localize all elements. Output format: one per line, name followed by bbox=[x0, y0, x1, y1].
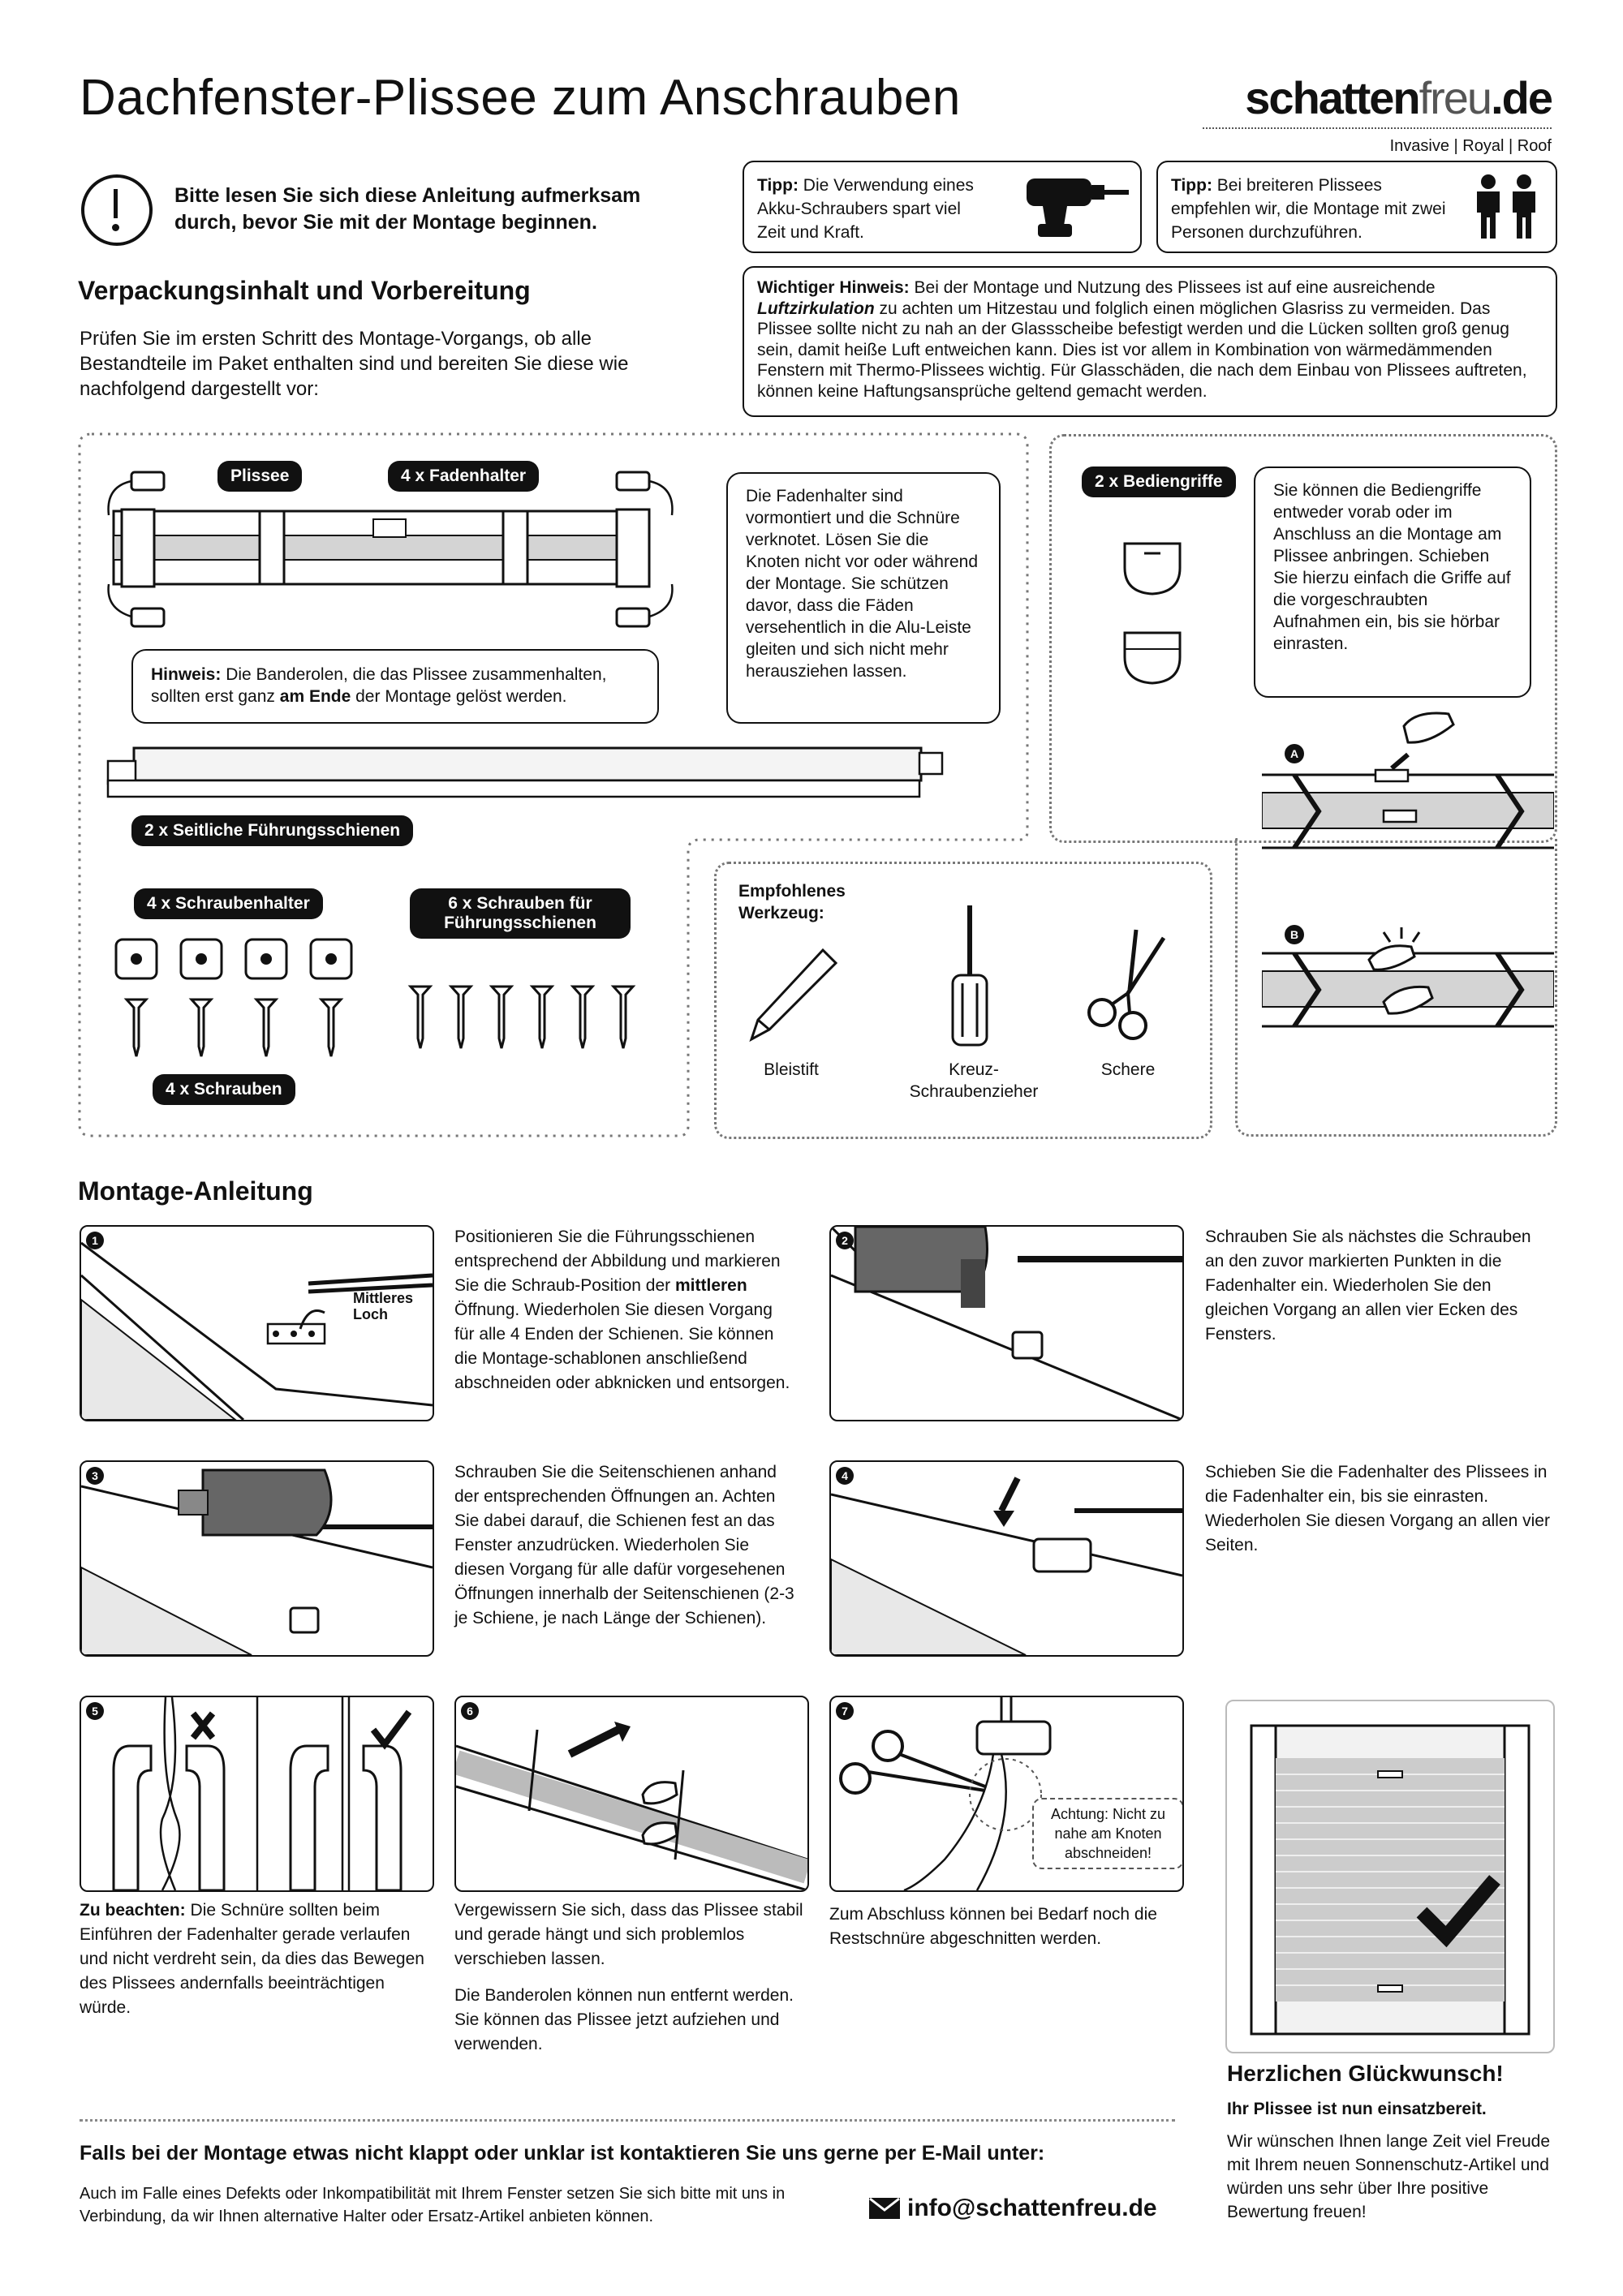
congrats-title: Herzlichen Glückwunsch! bbox=[1227, 2061, 1504, 2086]
footer-text: Auch im Falle eines Defekts oder Inkompatibilität mit Ihrem Fenster setzen Sie sich bitte mit uns in Verbindung, da wir Ihnen alternative Halter oder Ersatz-Artikel anbieten können. bbox=[80, 2185, 786, 2225]
step-7-number: 7 bbox=[836, 1702, 854, 1720]
step-5-image bbox=[80, 1696, 434, 1892]
brand-wordmark: schattenfreu.de bbox=[1245, 72, 1552, 123]
step-4-number: 4 bbox=[836, 1467, 854, 1485]
step-1-label: Mittleres Loch bbox=[353, 1290, 414, 1322]
step-1-image bbox=[80, 1225, 434, 1421]
step-5-text: Zu beachten: Die Schnüre sollten beim Einführen der Fadenhalter gerade verlaufen und nicht verdreht sein, da dies das Bewegen des Plissees andernfalls beeinträchtigen würde. bbox=[80, 1901, 424, 2017]
bediengriffe-illustration bbox=[1120, 535, 1185, 698]
marker-b: B bbox=[1285, 925, 1304, 944]
scissors-icon bbox=[1079, 925, 1177, 1047]
mail-icon bbox=[868, 2197, 901, 2220]
banderole-note: Hinweis: Die Banderolen, die das Plissee zusammenhalten, sollten erst ganz am Ende der Montage gelöst werden. bbox=[131, 649, 659, 724]
step-1-number: 1 bbox=[86, 1232, 104, 1249]
step-1-text: Positionieren Sie die Führungsschienen entsprechend der Abbildung und markieren Sie die Schraub-Position der mittleren Öffnung. Wiederholen Sie diesen Vorgang für alle 4 Enden der Schienen. Sie können die Montage-schablonen anschließend abschneiden oder abknicken und entsorgen. bbox=[454, 1228, 790, 1392]
step-4-image bbox=[829, 1460, 1184, 1657]
label-fadenhalter: 4 x Fadenhalter bbox=[388, 461, 539, 492]
label-bediengriffe: 2 x Bediengriffe bbox=[1082, 467, 1236, 497]
footer-heading: Falls bei der Montage etwas nicht klappt oder unklar ist kontaktieren Sie uns gerne per E-Mail unter: bbox=[80, 2142, 1045, 2165]
fadenhalter-note: Die Fadenhalter sind vormontiert und die Schnüre verknotet. Lösen Sie die Knoten nicht vor oder während der Montage. Sie schützen davor, dass die Fäden versehentlich in die Alu-Leiste gleiten und sich nicht mehr herausziehen lassen. bbox=[726, 472, 1001, 724]
montage-heading: Montage-Anleitung bbox=[78, 1176, 313, 1206]
packaging-heading: Verpackungsinhalt und Vorbereitung bbox=[78, 276, 531, 305]
tool-label-schraubenzieher: Kreuz-Schraubenzieher bbox=[909, 1060, 1039, 1101]
step-7-warning: Achtung: Nicht zu nahe am Knoten abschneiden! bbox=[1032, 1798, 1184, 1869]
fuehrungsschienen-illustration bbox=[101, 740, 954, 805]
bediengriffe-note: Sie können die Bediengriffe entweder vorab oder im Anschluss an die Montage am Plissee anbringen. Schieben Sie hierzu einfach die Griffe auf die vorgeschraubten Aufnahmen ein, bis sie hörbar einrasten. bbox=[1254, 467, 1531, 698]
griffe-anbringen-illustration bbox=[1262, 702, 1554, 1107]
label-schienen: 2 x Seitliche Führungsschienen bbox=[131, 815, 413, 846]
tools-heading: Empfohlenes Werkzeug: bbox=[738, 882, 846, 922]
step-7-text: Zum Abschluss können bei Bedarf noch die Restschnüre abgeschnitten werden. bbox=[829, 1905, 1157, 1948]
tool-label-bleistift: Bleistift bbox=[764, 1060, 819, 1079]
step-2-text: Schrauben Sie als nächstes die Schrauben an den zuvor markierten Punkten in die Fadenhalter ein. Wiederholen Sie den gleichen Vorgang an allen vier Ecken des Fensters. bbox=[1205, 1228, 1531, 1344]
step-6-text-b: Die Banderolen können nun entfernt werden. Sie können das Plissee jetzt aufziehen und verwenden. bbox=[454, 1986, 794, 2053]
packaging-intro: Prüfen Sie im ersten Schritt des Montage-Vorgangs, ob alle Bestandteile im Paket enthalten sind und bereiten Sie diese wie nachfolgend dargestellt vor: bbox=[80, 328, 629, 400]
label-plissee: Plissee bbox=[217, 461, 302, 492]
congrats-subtitle: Ihr Plissee ist nun einsatzbereit. bbox=[1227, 2100, 1487, 2118]
step-7-image bbox=[829, 1696, 1184, 1892]
tool-label-schere: Schere bbox=[1100, 1060, 1156, 1079]
step-2-number: 2 bbox=[836, 1232, 854, 1249]
step-3-number: 3 bbox=[86, 1467, 104, 1485]
step-2-image bbox=[829, 1225, 1184, 1421]
step-5-number: 5 bbox=[86, 1702, 104, 1720]
page-title: Dachfenster-Plissee zum Anschrauben bbox=[80, 70, 961, 126]
screwdriver-icon bbox=[941, 902, 998, 1048]
schrauben-fuehrung-illustration bbox=[406, 982, 657, 1055]
congrats-text: Wir wünschen Ihnen lange Zeit viel Freude mit Ihrem neuen Sonnenschutz-Artikel und würden uns sehr über Ihre positive Bewertung freuen! bbox=[1227, 2132, 1551, 2221]
pencil-icon bbox=[745, 945, 842, 1051]
step-6-image bbox=[454, 1696, 809, 1892]
step-6-number: 6 bbox=[461, 1702, 479, 1720]
read-instructions-notice: Bitte lesen Sie sich diese Anleitung aufmerksam durch, bevor Sie mit der Montage beginnen. bbox=[174, 184, 641, 234]
step-4-text: Schieben Sie die Fadenhalter des Plissees in die Fadenhalter ein, bis sie einrasten. Wiederholen Sie diesen Vorgang an allen vier Seiten. bbox=[1205, 1463, 1550, 1554]
step-6-text-a: Vergewissern Sie sich, dass das Plissee stabil und gerade hängt und sich problemlos verschieben lassen. bbox=[454, 1901, 803, 1968]
schraubenhalter-illustration bbox=[110, 933, 353, 1063]
finished-plissee-image bbox=[1225, 1700, 1555, 2053]
label-schrauben-fuehrung: 6 x Schrauben für Führungsschienen bbox=[410, 888, 631, 939]
important-note-box: Wichtiger Hinweis: Bei der Montage und Nutzung des Plissees ist auf eine ausreichende Luftzirkulation zu achten um Hitzestau und folglich einen möglichen Glasriss zu vermeiden. Das Plissee sollte nicht zu nah an der Glassscheibe befestigt werden und die Lücken sollten groß genug sein, damit heiße Luft entweichen kann. Dies ist vor allem in Kombination von wärmedämmenden Fenstern mit Thermo-Plissees wichtig. Für Glasschäden, die nach dem Einbau von Plissees auftreten, können keine Haftungsansprüche geltend gemacht werden. bbox=[743, 266, 1557, 417]
contact-email[interactable]: info@schattenfreu.de bbox=[868, 2195, 1157, 2222]
marker-a: A bbox=[1285, 744, 1304, 763]
label-schraubenhalter: 4 x Schraubenhalter bbox=[134, 888, 323, 919]
step-3-text: Schrauben Sie die Seitenschienen anhand der entsprechenden Öffnungen an. Achten Sie dabei darauf, die Schienen fest an das Fenster anzudrücken. Wiederholen Sie diesen Vorgang für alle dafür vorgesehenen Öffnungen innerhalb der Seitenschienen (2-3 je Schiene, je nach Länge der Schienen). bbox=[454, 1463, 794, 1627]
step-3-image bbox=[80, 1460, 434, 1657]
label-schrauben: 4 x Schrauben bbox=[153, 1074, 295, 1105]
product-line: Invasive | Royal | Roof bbox=[1203, 127, 1552, 156]
tip-zwei-personen: Tipp: Bei breiteren Plissees empfehlen wir, die Montage mit zwei Personen durchzuführen. bbox=[1156, 161, 1557, 253]
tip-akku-schrauber: Tipp: Die Verwendung eines Akku-Schraubers spart viel Zeit und Kraft. bbox=[743, 161, 1142, 253]
footer-divider bbox=[80, 2119, 1175, 2122]
